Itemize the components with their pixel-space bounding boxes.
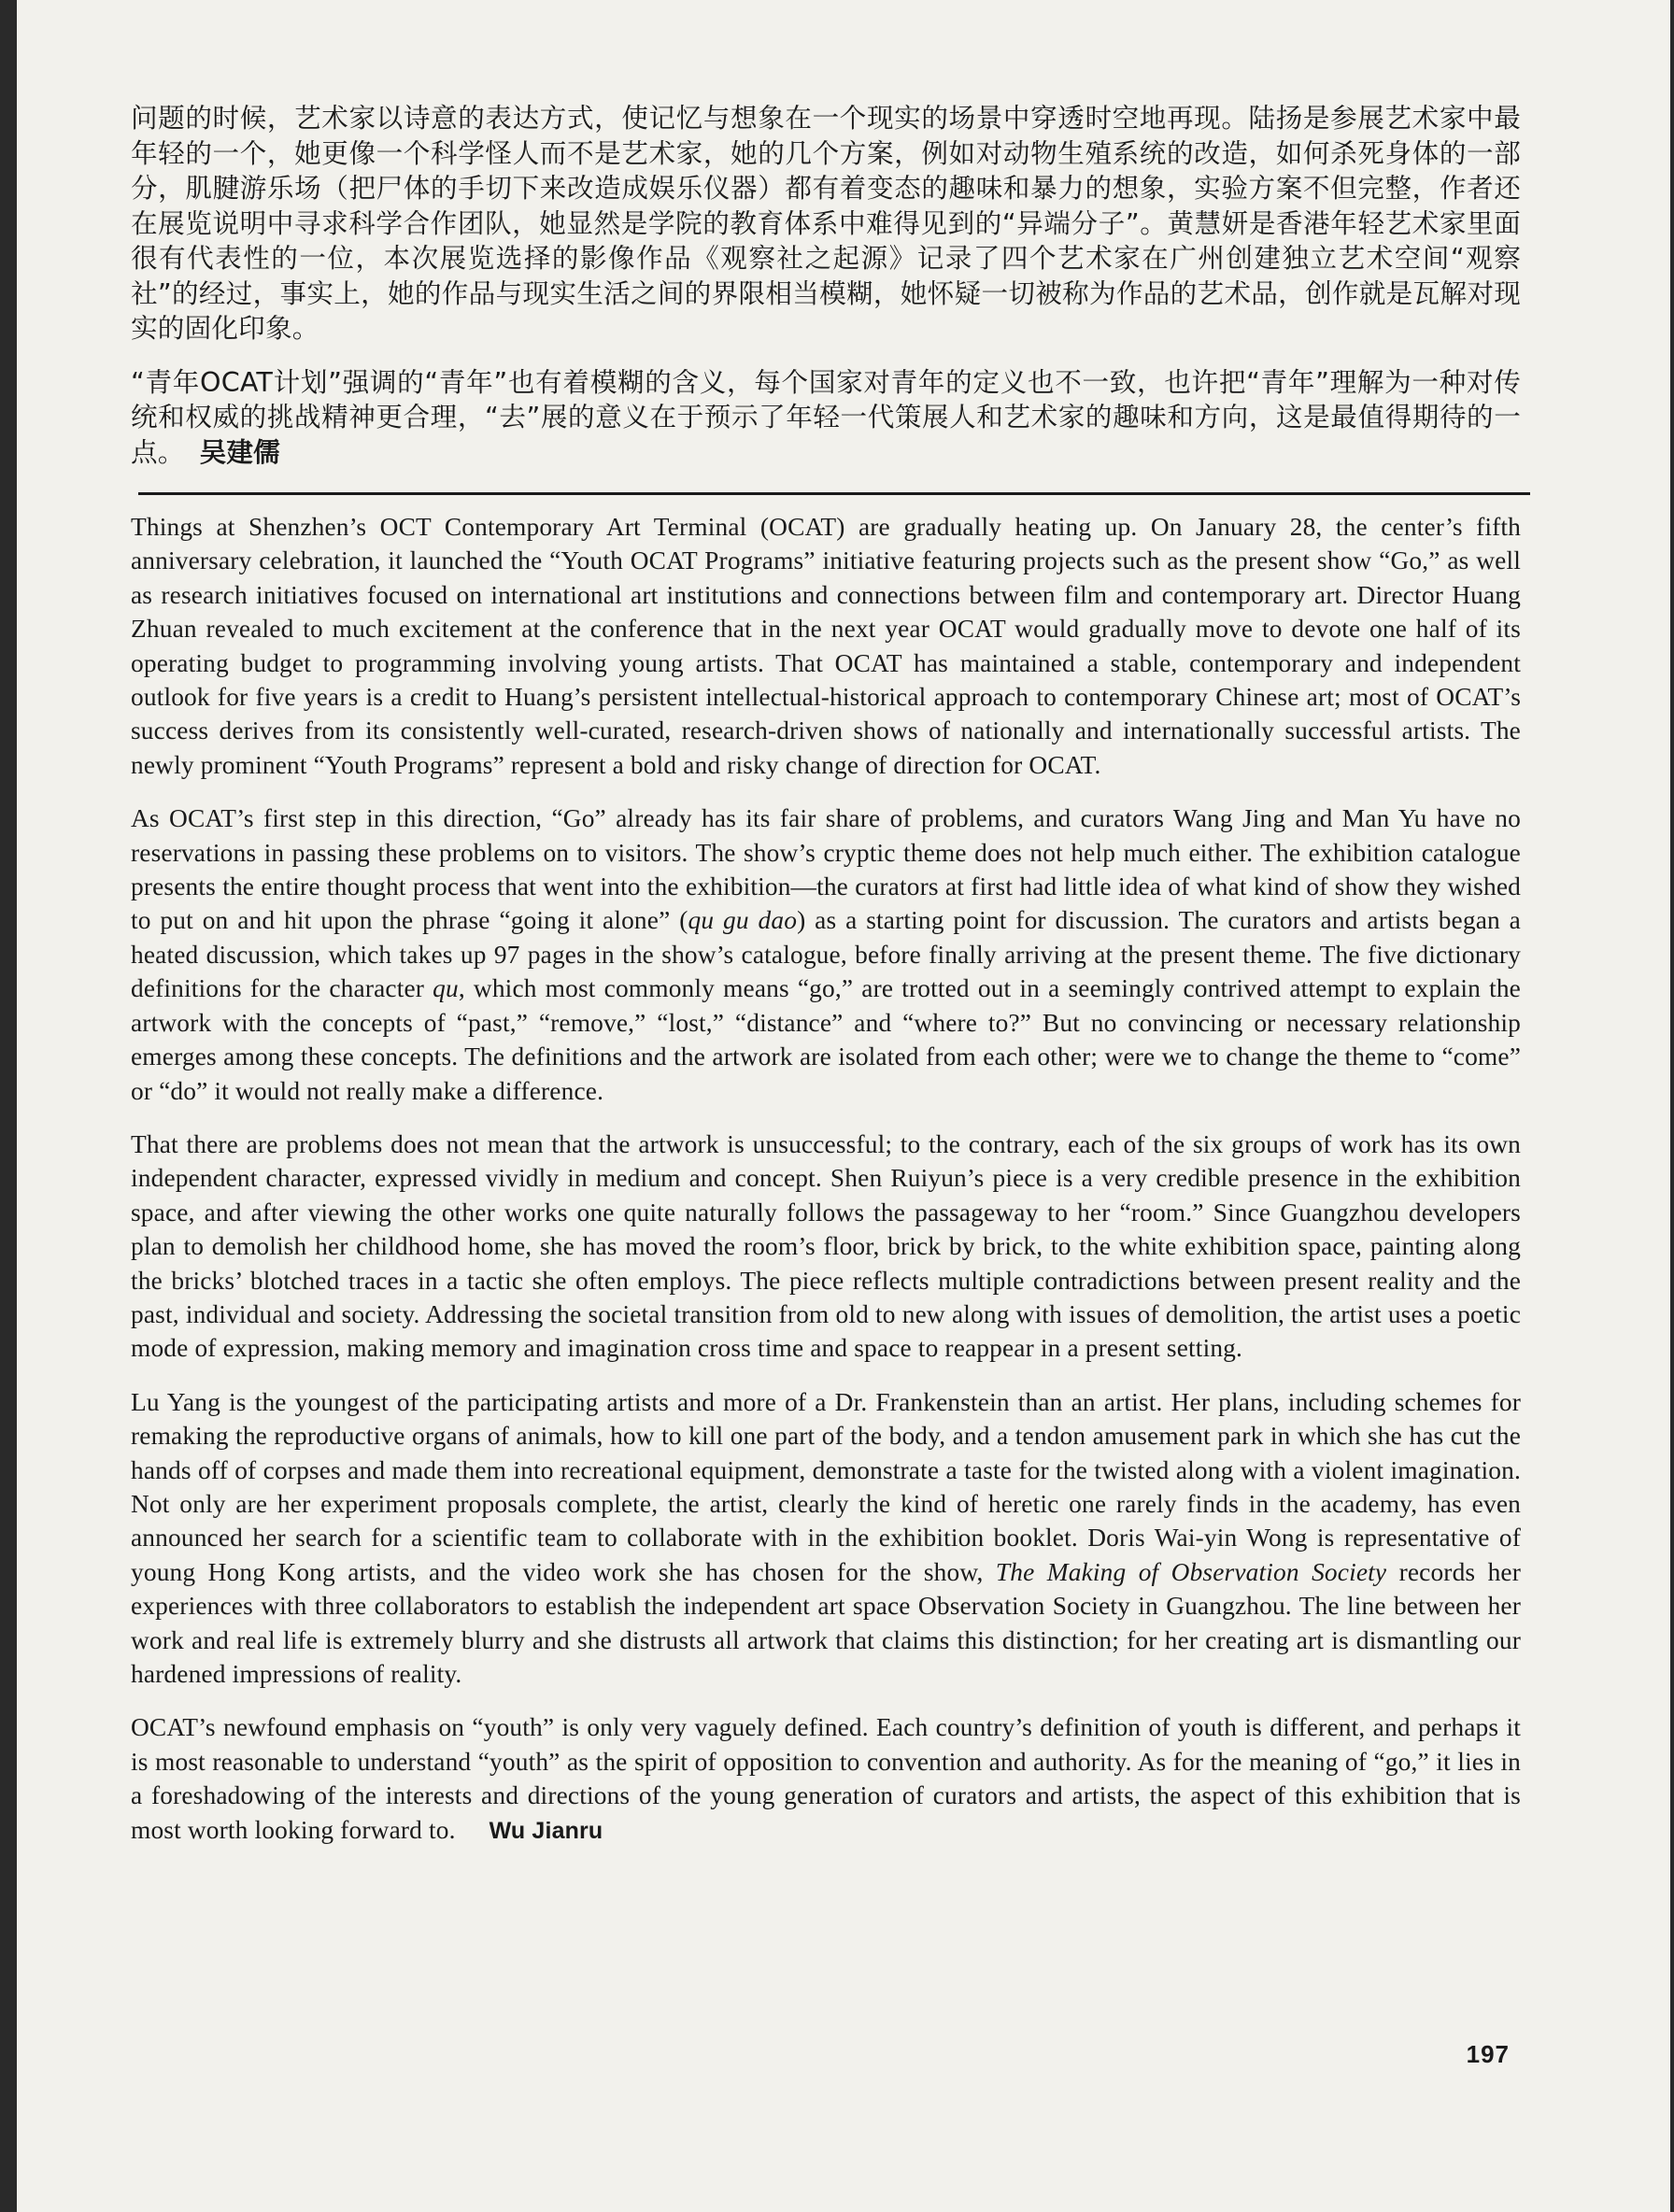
chinese-paragraph-2-text: “青年OCAT计划”强调的“青年”也有着模糊的含义，每个国家对青年的定义也不一致，也许把“青年”理解为一种对传统和权威的挑战精神更合理，“去”展的意义在于预示了年轻一代策展人和艺术家的趣味和方向，这是最值得期待的一点。: [131, 365, 1521, 468]
english-paragraph-2-part-c: , which most commonly means “go,” are trotted out in a seemingly contrived attempt to explain the artwork with the concepts of “past,” “remove,” “lost,” “distance” and “where to?” But no convincing or necessary relationship emerges among these concepts. The definitions and the artwork are isolated from each other; were we to change the theme to “come” or “do” it would not really make a difference.: [131, 974, 1521, 1105]
english-paragraph-2-italic-1: qu gu dao: [688, 906, 798, 935]
english-author: Wu Jianru: [489, 1817, 603, 1844]
chinese-author: 吴建儒: [199, 435, 280, 468]
chinese-paragraph-1: 问题的时候，艺术家以诗意的表达方式，使记忆与想象在一个现实的场景中穿透时空地再现。陆扬是参展艺术家中最年轻的一个，她更像一个科学怪人而不是艺术家，她的几个方案，例如对动物生殖系统的改造，如何杀死身体的一部分，肌腱游乐场（把尸体的手切下来改造成娱乐仪器）都有着变态的趣味和暴力的想象，实验方案不但完整，作者还在展览说明中寻求科学合作团队，她显然是学院的教育体系中难得见到的“异端分子”。黄慧妍是香港年轻艺术家里面很有代表性的一位，本次展览选择的影像作品《观察社之起源》记录了四个艺术家在广州创建独立艺术空间“观察社”的经过，事实上，她的作品与现实生活之间的界限相当模糊，她怀疑一切被称为作品的艺术品，创作就是瓦解对现实的固化印象。: [131, 102, 1521, 344]
english-paragraph-4-part-a: Lu Yang is the youngest of the participating artists and more of a Dr. Frankenstein than an artist. Her plans, including schemes for remaking the reproductive organs of animals, how to kill one part of the body, and a tendon amusement park in which she has cut the hands off of corpses and made them into recreational equipment, demonstrate a taste for the twisted along with a violent imagination. Not only are her experiment proposals complete, the artist, clearly the kind of heretic one rarely finds in the academy, has even announced her search for a scientific team to collaborate with in the exhibition booklet. Doris Wai-yin Wong is representative of young Hong Kong artists, and the video work she has chosen for the show,: [131, 1387, 1521, 1586]
english-paragraph-3: That there are problems does not mean that the artwork is unsuccessful; to the contrary, each of the six groups of work has its own independent character, expressed vividly in medium and concept. Shen Ruiyun’s piece is a very credible presence in the exhibition space, and after viewing the other works one quite naturally follows the passageway to her “room.” Since Guangzhou developers plan to demolish her childhood home, she has moved the room’s floor, brick by brick, to the white exhibition space, painting along the bricks’ blotched traces in a tactic she often employs. The piece reflects multiple contradictions between present reality and the past, individual and society. Addressing the societal transition from old to new along with issues of demolition, the artist uses a poetic mode of expression, making memory and imagination cross time and space to reappear in a present setting.: [131, 1129, 1521, 1363]
section-divider: [138, 492, 1530, 495]
page-number: 197: [1466, 2040, 1510, 2068]
english-paragraph-2-italic-2: qu: [433, 974, 459, 1003]
english-paragraph-4: [131, 1385, 1521, 1692]
english-paragraph-2-part-a: As OCAT’s first step in this direction, “Go” already has its fair share of problems, and curators Wang Jing and Man Yu have no reservations in passing these problems on to visitors. The show’s cryptic theme does not help much either. The exhibition catalogue presents the entire thought process that went into the exhibition—the curators at first had little idea of what kind of show they wished to put on and hit upon the phrase “going it alone” (: [131, 804, 1521, 935]
english-paragraph-5-text: OCAT’s newfound emphasis on “youth” is only very vaguely defined. Each country’s definition of youth is different, and perhaps it is most reasonable to understand “youth” as the spirit of opposition to convention and authority. As for the meaning of “go,” it lies in a foreshadowing of the interests and directions of the young generation of curators and artists, the aspect of this exhibition that is most worth looking forward to.: [131, 1713, 1521, 1844]
english-paragraph-1: Things at Shenzhen’s OCT Contemporary Art Terminal (OCAT) are gradually heating up. On January 28, the center’s fifth anniversary celebration, it launched the “Youth OCAT Programs” initiative featuring projects such as the present show “Go,” as well as research initiatives focused on international art institutions and connections between film and contemporary art. Director Huang Zhuan revealed to much excitement at the conference that in the next year OCAT would gradually move to devote one half of its operating budget to programming involving young artists. That OCAT has maintained a stable, contemporary and independent outlook for five years is a credit to Huang’s persistent intellectual-historical approach to contemporary Chinese art; most of OCAT’s success derives from its consistently well-curated, research-driven shows of nationally and internationally successful artists. The newly prominent “Youth Programs” represent a bold and risky change of direction for OCAT.: [131, 513, 1521, 779]
english-paragraph-5: [131, 1710, 1521, 1848]
chinese-paragraph-2: [131, 365, 1521, 471]
english-paragraph-2: [131, 801, 1521, 1108]
magazine-page: [17, 0, 1670, 2212]
english-paragraph-4-part-b: records her experiences with three collaborators to establish the independent art space Observation Society in Guangzhou. The line between her work and real life is extremely blurry and she distrusts all artwork that claims this distinction; for her creating art is dismantling our hardened impressions of reality.: [131, 1557, 1522, 1688]
english-paragraph-4-italic-title: The Making of Observation Society: [995, 1557, 1387, 1586]
english-paragraph-2-part-b: ) as a starting point for discussion. The curators and artists began a heated discussion, which takes up 97 pages in the show’s catalogue, before finally arriving at the present theme. The five dictionary definitions for the character: [131, 906, 1521, 1003]
